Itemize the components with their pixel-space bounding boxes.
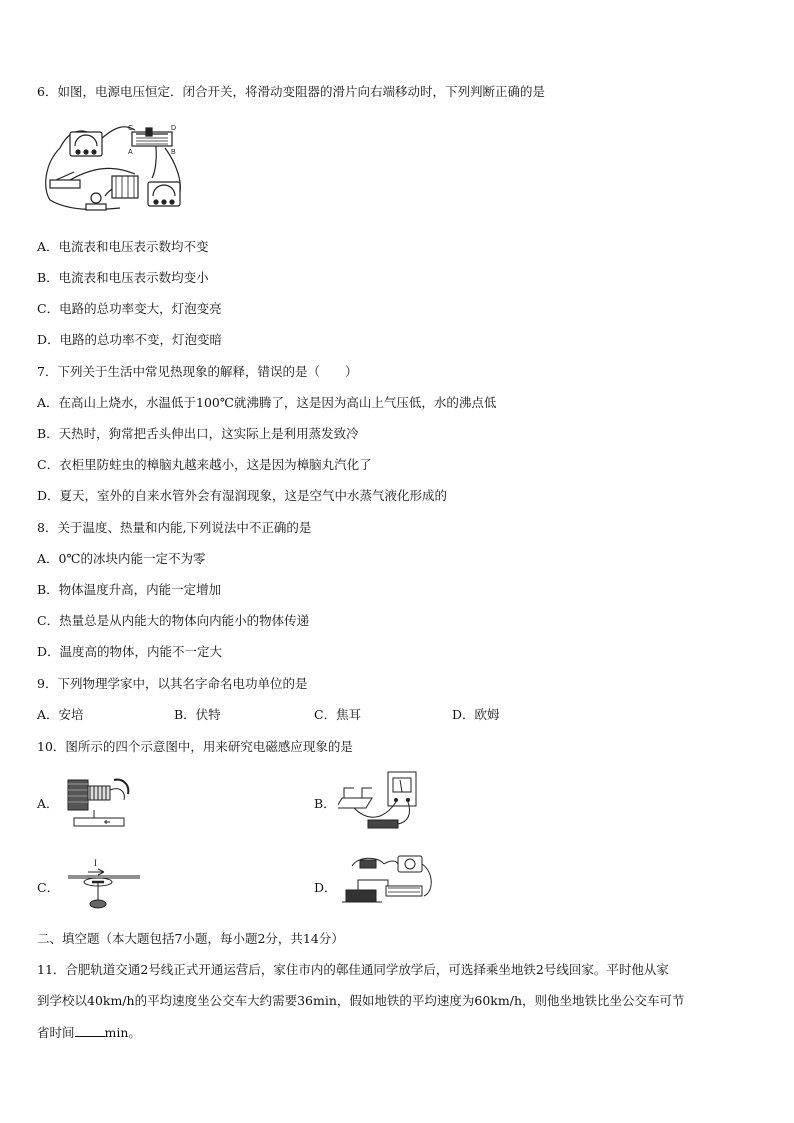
q10-figure-b [338, 768, 420, 834]
q10-stem: 10．图所示的四个示意图中，用来研究电磁感应现象的是 [37, 739, 353, 754]
q7-option-c: C．衣柜里防蛀虫的樟脑丸越来越小，这是因为樟脑丸汽化了 [37, 457, 372, 472]
q7-option-b: B．天热时，狗常把舌头伸出口，这实际上是利用蒸发致冷 [37, 426, 359, 441]
q6-option-a: A．电流表和电压表示数均不变 [37, 239, 209, 254]
q8-stem: 8．关于温度、热量和内能,下列说法中不正确的是 [37, 520, 312, 535]
section-heading: 二、填空题（本大题包括7小题，每小题2分，共14分） [37, 931, 344, 946]
q7-option-d: D．夏天，室外的自来水管外会有湿润现象，这是空气中水蒸气液化形成的 [37, 488, 448, 503]
q6-option-c: C．电路的总功率变大，灯泡变亮 [37, 301, 222, 316]
q9-option-c: C．焦耳 [314, 707, 362, 722]
q6-option-d: D．电路的总功率不变，灯泡变暗 [37, 332, 223, 347]
q10-option-b-label: B． [314, 796, 336, 811]
terminal-d-label: D [171, 125, 177, 132]
q8-option-a: A．0℃的冰块内能一定不为零 [37, 551, 206, 566]
q9-option-d: D．欧姆 [452, 707, 500, 722]
q10-figure-a [64, 774, 136, 830]
q7-stem: 7．下列关于生活中常见热现象的解释，错误的是（ ） [37, 364, 358, 379]
terminal-a-label: A [128, 149, 133, 156]
q10-option-d-label: D． [314, 880, 337, 895]
q11-line-1: 11．合肥轨道交通2号线正式开通运营后，家住市内的鄣佳通同学放学后，可选择乘坐地铁2号线回家。平时他从家 [37, 962, 669, 977]
q8-option-b: B．物体温度升高，内能一定增加 [37, 582, 222, 597]
q9-stem: 9．下列物理学家中，以其名字命名电功单位的是 [37, 676, 308, 691]
q10-figure-d [338, 852, 438, 914]
q8-option-d: D．温度高的物体，内能不一定大 [37, 644, 223, 659]
q6-option-b: B．电流表和电压表示数均变小 [37, 270, 209, 285]
q9-option-a: A．安培 [37, 707, 84, 722]
q7-option-a: A．在高山上烧水，水温低于100℃就沸腾了，这是因为高山上气压低，水的沸点低 [37, 395, 497, 410]
q9-option-b: B．伏特 [174, 707, 221, 722]
q6-circuit-figure [40, 118, 190, 216]
q10-figure-c [64, 856, 144, 912]
current-label: I [94, 858, 97, 868]
q6-stem: 6．如图，电源电压恒定．闭合开关，将滑动变阻器的滑片向右端移动时，下列判断正确的是 [37, 84, 545, 99]
q8-option-c: C．热量总是从内能大的物体向内能小的物体传递 [37, 613, 310, 628]
terminal-c-label: C [128, 125, 134, 132]
q11-line-3-prefix: 省时间 [37, 1025, 75, 1040]
answer-blank[interactable] [75, 1024, 105, 1037]
q10-option-c-label: C． [37, 880, 60, 895]
q11-line-2: 到学校以40km/h的平均速度坐公交车大约需要36min，假如地铁的平均速度为60km/h，则他坐地铁比坐公交车可节 [37, 993, 685, 1008]
q11-line-3 [37, 1024, 141, 1041]
q10-option-a-label: A． [37, 796, 59, 811]
terminal-b-label: B [171, 149, 176, 156]
q11-line-3-suffix: min。 [104, 1025, 141, 1040]
